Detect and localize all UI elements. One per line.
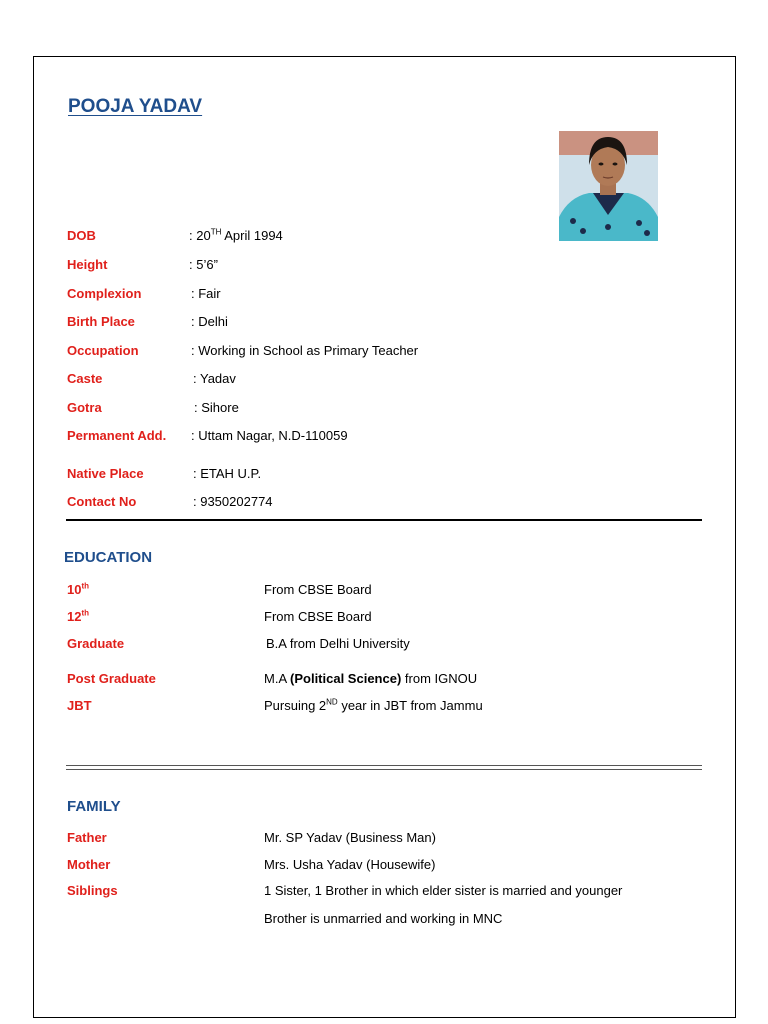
contact-no-value: : 9350202774: [193, 494, 273, 509]
page-title: POOJA YADAV: [68, 96, 203, 117]
caste-label: Caste: [67, 371, 103, 386]
education-jbt-label: JBT: [67, 698, 92, 713]
education-post-graduate-label: Post Graduate: [67, 671, 156, 686]
gotra-value: : Sihore: [194, 400, 239, 415]
permanent-address-label: Permanent Add.: [67, 428, 167, 443]
divider: [66, 519, 702, 521]
height-value: : 5’6”: [189, 257, 218, 272]
occupation-label: Occupation: [67, 343, 139, 358]
mother-value: Mrs. Usha Yadav (Housewife): [264, 857, 436, 872]
father-value: Mr. SP Yadav (Business Man): [264, 830, 436, 845]
permanent-address-value: : Uttam Nagar, N.D-110059: [191, 428, 348, 443]
gotra-label: Gotra: [67, 400, 102, 415]
father-label: Father: [67, 830, 107, 845]
complexion-value: : Fair: [191, 286, 221, 301]
native-place-label: Native Place: [67, 466, 144, 481]
education-graduate-value: B.A from Delhi University: [266, 636, 410, 651]
native-place-value: : ETAH U.P.: [193, 466, 262, 481]
mother-label: Mother: [67, 857, 111, 872]
profile-photo: [559, 131, 658, 241]
education-heading: EDUCATION: [64, 549, 153, 566]
dob-label: DOB: [67, 228, 96, 243]
occupation-value: : Working in School as Primary Teacher: [191, 343, 419, 358]
education-12th-label: 12th: [67, 608, 90, 624]
dob-value: : 20TH April 1994: [189, 227, 283, 243]
contact-no-label: Contact No: [67, 494, 137, 509]
caste-value: : Yadav: [193, 371, 236, 386]
education-12th-value: From CBSE Board: [264, 609, 372, 624]
double-divider: [66, 765, 702, 770]
complexion-label: Complexion: [67, 286, 142, 301]
education-jbt-value: Pursuing 2ND year in JBT from Jammu: [264, 697, 483, 713]
siblings-value-continued: Brother is unmarried and working in MNC: [264, 911, 503, 926]
education-10th-value: From CBSE Board: [264, 582, 372, 597]
birth-place-value: : Delhi: [191, 314, 228, 329]
siblings-value: 1 Sister, 1 Brother in which elder sister is married and younger: [264, 883, 623, 898]
education-post-graduate-value: M.A (Political Science) from IGNOU: [264, 671, 478, 686]
siblings-label: Siblings: [67, 883, 118, 898]
birth-place-label: Birth Place: [67, 314, 135, 329]
family-heading: FAMILY: [67, 798, 121, 815]
education-10th-label: 10th: [67, 581, 90, 597]
height-label: Height: [67, 257, 108, 272]
education-graduate-label: Graduate: [67, 636, 125, 651]
